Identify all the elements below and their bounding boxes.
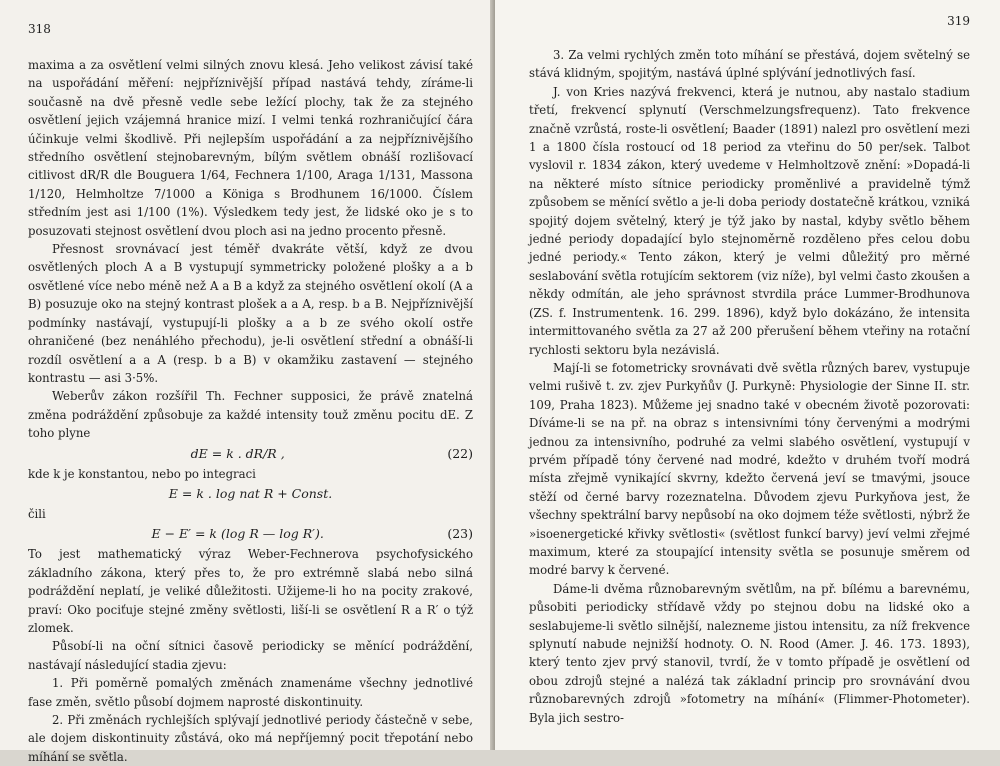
- paragraph: Mají-li se fotometricky srovnávati dvě světla různých barev, vystupuje velmi rušivě t. zv. zjev Purkyňův (J. Purkyně: Physiologie der Sinne II. str. 109, Praha 1823). Můžeme jej snadno také v obecném životě pozorovati: Díváme-li se na př. na obraz s intensivními tóny červenými a modrými jednou za intensivního, podruhé za velmi slabého osvětlení, vystupují v prvém případě tóny červené nad modré, kdežto v druhém tvoří modrá místa zřejmě vynikající skvrny, kdežto červená jeví se tmavými, jsouce stěží od černé barvy rozeznatelna. Důvodem zjevu Purkyňova jest, že všechny spektrální barvy nepůsobí na oko dojmem téže světlosti, nýbrž že »isoenergetické křivky světlosti« (světlost funkcí barvy) jeví velmi zřejmé maximum, které za stoupající intensity světla se posunuje směrem od modré barvy k červené.: [529, 360, 970, 578]
- paragraph: Přesnost srovnávací jest téměř dvakráte větší, když ze dvou osvětlených ploch A a B vystupují symmetricky položené plošky a a b osvětlené více nebo méně než A a B a když za stejného osvětlení okolí (A a B) posuzuje oko na stejný kontrast plošek a a A, resp. b a B. Nejpříznivější podmínky nastávají, vystupují-li plošky a a b ze svého okolí ostře ohraničené (bez nenáhlého přechodu), je-li osvětlení střední a obnáší-li rozdíl osvětlení a a A (resp. b a B) v okamžiku zastavení — stejného kontrastu — asi 3·5%.: [28, 242, 473, 385]
- paragraph: To jest mathematický výraz Weber-Fechnerova psychofysického základního zákona, který přes to, že pro extrémně slabá nebo silná podráždění neplatí, je veliké důležitosti. Užijeme-li ho na pocity zrakové, praví: Oko pociťuje stejné změny světlosti, liší-li se osvětlení R a R′ o týž zlomek.: [28, 547, 473, 635]
- equation-22: [28, 443, 473, 465]
- text-line: čili: [28, 506, 46, 521]
- paragraph: Působí-li na oční sítnici časově periodicky se měnící podráždění, nastávají následující stadia zjevu:: [28, 639, 473, 672]
- paragraph: 1. Při poměrně pomalých změnách znamenáme všechny jednotlivé fase změn, světlo působí dojmem naprosté diskontinuity.: [28, 676, 473, 709]
- page-number-right: 319: [947, 14, 970, 28]
- paragraph: 3. Za velmi rychlých změn toto míhání se přestává, dojem světelný se stává klidným, spojitým, nastává úplné splývání jednotlivých fasí.: [529, 48, 970, 81]
- equation-number: (23): [447, 526, 473, 542]
- equation-23: [28, 523, 473, 545]
- equation-formula: E = k . log nat R + Const.: [168, 485, 333, 501]
- paragraph: J. von Kries nazývá frekvenci, která je nutnou, aby nastalo stadium třetí, frekvencí splynutí (Verschmelzungsfrequenz). Tato frekvence značně vzrůstá, roste-li osvětlení; Baader (1891) nalezl pro osvětlení mezi 1 a 1800 čísla rostoucí od 18 period za vteřinu do 50 per/sek. Talbot vyslovil r. 1834 zákon, který uvedeme v Helmholtzově znění: »Dopadá-li na některé místo sítnice periodicky proměnlivé a pravidelně týmž způsobem se měnící světlo a je-li doba periody dostatečně krátkou, vzniká spojitý dojem světelný, který je týž jako by nastal, kdyby světlo během jedné periody dopadající bylo stejnoměrně rozděleno přes celou dobu jedné periody.« Tento zákon, který je velmi důležitý pro měrné seslabování světla rotujícím sektorem (viz níže), byl velmi často zkoušen a někdy odmítán, ale jeho správnost stvrdila práce Lummer-Brodhunova (ZS. f. Instrumentenk. 16. 299. 1896), když bylo dokázáno, že intensita intermittovaného světla za 27 až 200 přerušení během vteřiny na rotační rychlosti sektoru byla nezávislá.: [529, 84, 970, 357]
- paragraph: 2. Při změnách rychlejších splývají jednotlivé periody částečně v sebe, ale dojem diskontinuity zůstává, oko má nepříjemný pocit třepotání nebo míhání se světla.: [28, 713, 473, 764]
- left-page: [0, 0, 495, 764]
- equation-integral: [28, 483, 473, 505]
- text-line: kde k je konstantou, nebo po integraci: [28, 466, 256, 481]
- equation-formula: E − E′ = k (log R — log R′).: [151, 526, 324, 542]
- equation-number: (22): [447, 445, 473, 461]
- equation-formula: dE = k . dR/R ,: [190, 445, 285, 461]
- paragraph: Weberův zákon rozšířil Th. Fechner supposici, že právě znatelná změna podráždění způsobuje za každé intensity touž změnu pocitu dE. Z toho plyne: [28, 389, 473, 441]
- paragraph: maxima a za osvětlení velmi silných znovu klesá. Jeho velikost závisí také na uspořádání měření: nejpříznivější případ nastává tehdy, zíráme-li současně na dvě přesně vedle sebe ležící plochy, tak že za stejného osvětlení jejich vzájemná hranice mizí. I velmi tenká rozhraničující čára účinkuje velmi škodlivě. Při nejlepším uspořádání a za nejpříznivějšího středního osvětlení stejnobarevným, bílým světlem obnáší rozlišovací citlivost dR/R dle Bouguera 1/64, Fechnera 1/100, Araga 1/131, Massona 1/120, Helmholtze 7/1000 a Königa s Brodhunem 16/1000. Číslem středním jest asi 1/100 (1%). Výsledkem tedy jest, že lidské oko je s to posuzovati stejnost osvětlení dvou ploch asi na jedno procento přesně.: [28, 58, 473, 238]
- page-number-left: 318: [28, 22, 51, 36]
- right-page: [495, 0, 1000, 750]
- paragraph: Dáme-li dvěma různobarevným světlům, na př. bílému a barevnému, působiti periodicky střídavě vždy po stejnou dobu na lidské oko a seslabujeme-li světlo silnější, nalezneme jistou intensitu, za níž frekvence splynutí nabude nejnižší hodnoty. O. N. Rood (Amer. J. 46. 173. 1893), který tento zjev prvý stanovil, tvrdí, že v tomto případě je osvětlení od obou zdrojů stejné a nalézá tak základní princip pro srovnávání dvou různobarevných zdrojů »fotometry na míhání« (Flimmer-Photometer). Byla jich sestro-: [529, 581, 970, 725]
